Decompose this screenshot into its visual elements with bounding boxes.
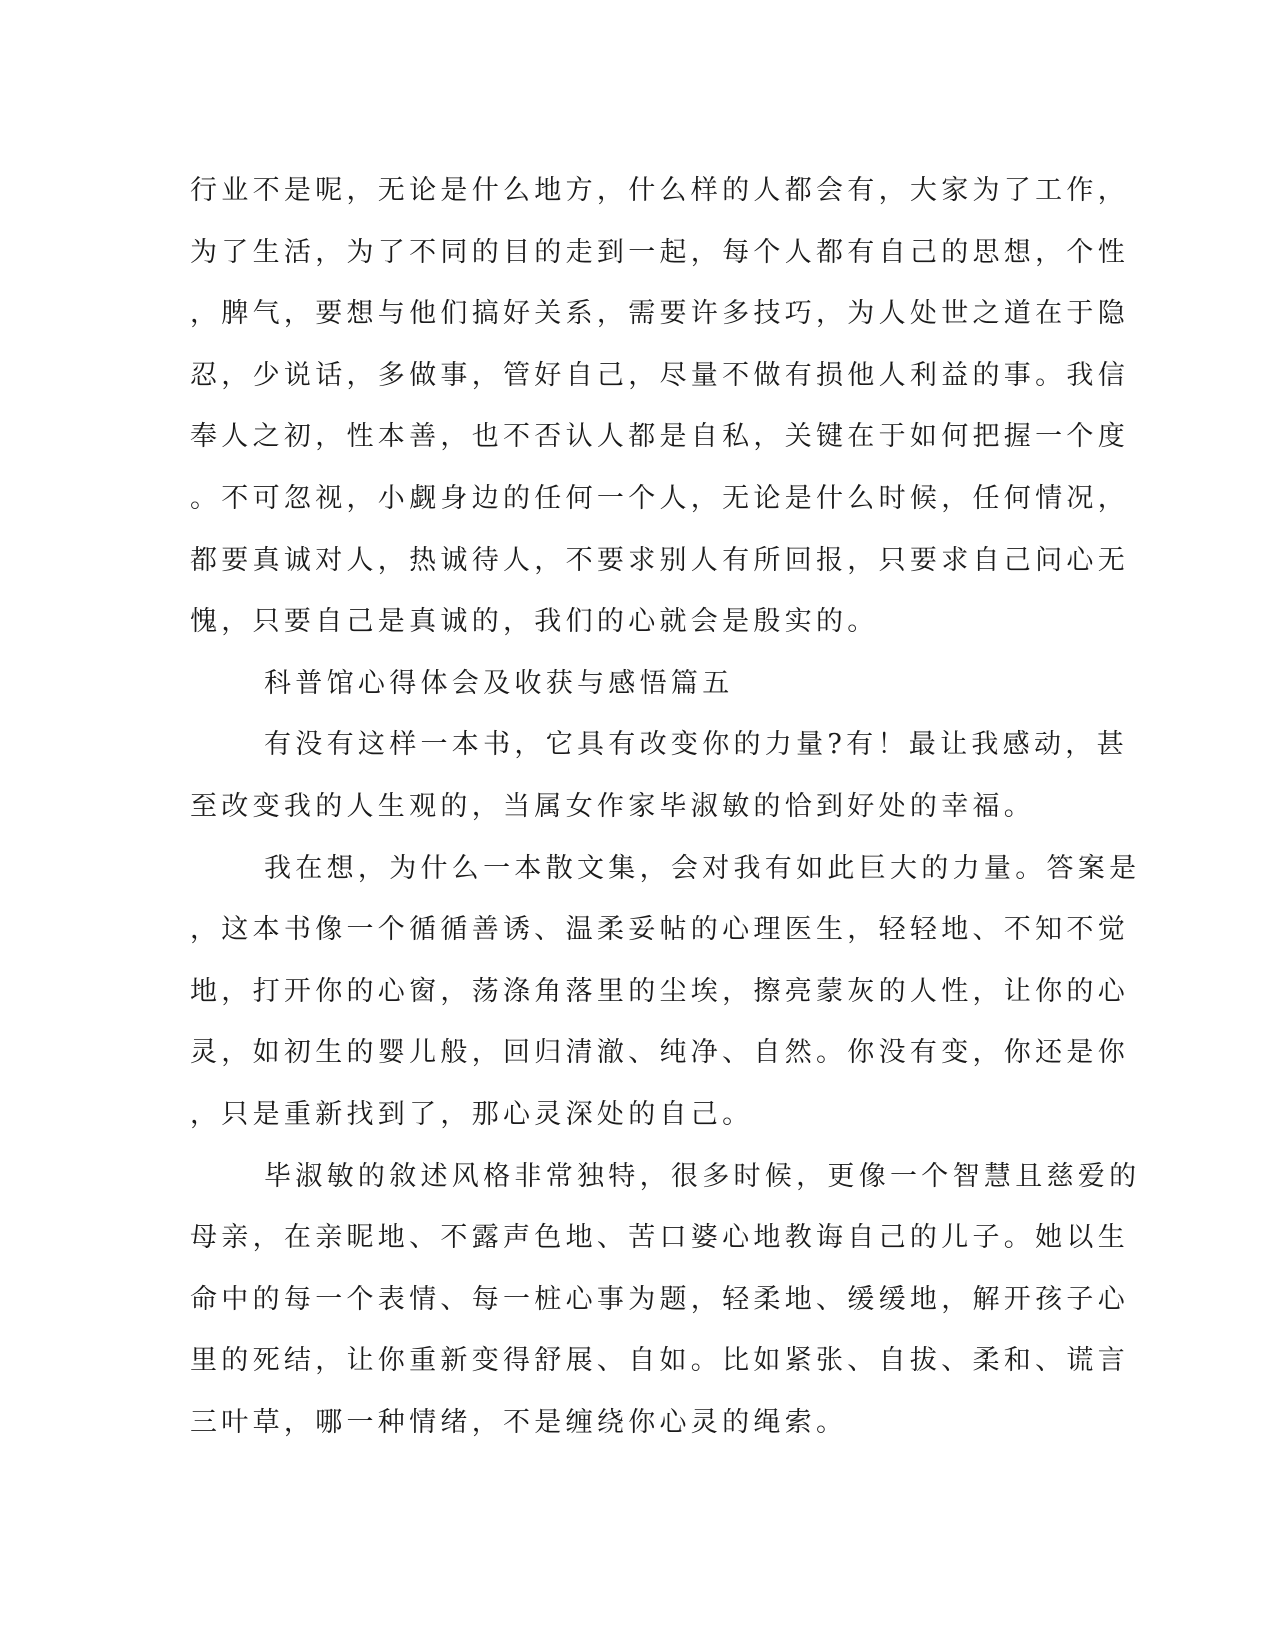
body-line: 灵，如初生的婴儿般，回归清澈、纯净、自然。你没有变，你还是你 (190, 1037, 1129, 1069)
body-line: 毕淑敏的敘述风格非常独特，很多时候，更像一个智慧且慈爱的 (264, 1160, 1141, 1192)
body-line: 命中的每一个表情、每一桩心事为题，轻柔地、缓缓地，解开孩子心 (190, 1283, 1129, 1315)
body-line: 忍，少说话，多做事，管好自己，尽量不做有损他人利益的事。我信 (190, 359, 1129, 391)
document-body (190, 160, 1141, 1453)
body-line: 三叶草，哪一种情绪，不是缠绕你心灵的绳索。 (190, 1406, 848, 1438)
body-line: 母亲，在亲昵地、不露声色地、苦口婆心地教诲自己的儿子。她以生 (190, 1222, 1129, 1254)
body-line: 为了生活，为了不同的目的走到一起，每个人都有自己的思想，个性 (190, 236, 1129, 268)
body-line: 地，打开你的心窗，荡涤角落里的尘埃，擦亮蒙灰的人性，让你的心 (190, 975, 1129, 1007)
body-line: 奉人之初，性本善，也不否认人都是自私，关键在于如何把握一个度 (190, 421, 1129, 453)
body-line: 愧，只要自己是真诚的，我们的心就会是殷实的。 (190, 606, 879, 638)
body-line: 都要真诚对人，热诚待人，不要求别人有所回报，只要求自己问心无 (190, 544, 1129, 576)
body-line: 有没有这样一本书，它具有改变你的力量?有！最让我感动，甚 (264, 729, 1128, 761)
body-line: ，只是重新找到了，那心灵深处的自己。 (190, 1098, 754, 1130)
body-line: 至改变我的人生观的，当属女作家毕淑敏的恰到好处的幸福。 (190, 790, 1036, 822)
body-line: ，脾气，要想与他们搞好关系，需要许多技巧，为人处世之道在于隐 (190, 298, 1129, 330)
body-line: ，这本书像一个循循善诱、温柔妥帖的心理医生，轻轻地、不知不觉 (190, 914, 1129, 946)
body-line: 行业不是呢，无论是什么地方，什么样的人都会有，大家为了工作， (190, 175, 1129, 206)
body-line: 里的死结，让你重新变得舒展、自如。比如紧张、自拔、柔和、谎言 (190, 1345, 1129, 1377)
body-line: 我在想，为什么一本散文集，会对我有如此巨大的力量。答案是 (264, 852, 1141, 884)
body-line: 。不可忽视，小觑身边的任何一个人，无论是什么时候，任何情况， (190, 482, 1129, 514)
section-heading: 科普馆心得体会及收获与感悟篇五 (264, 667, 734, 699)
